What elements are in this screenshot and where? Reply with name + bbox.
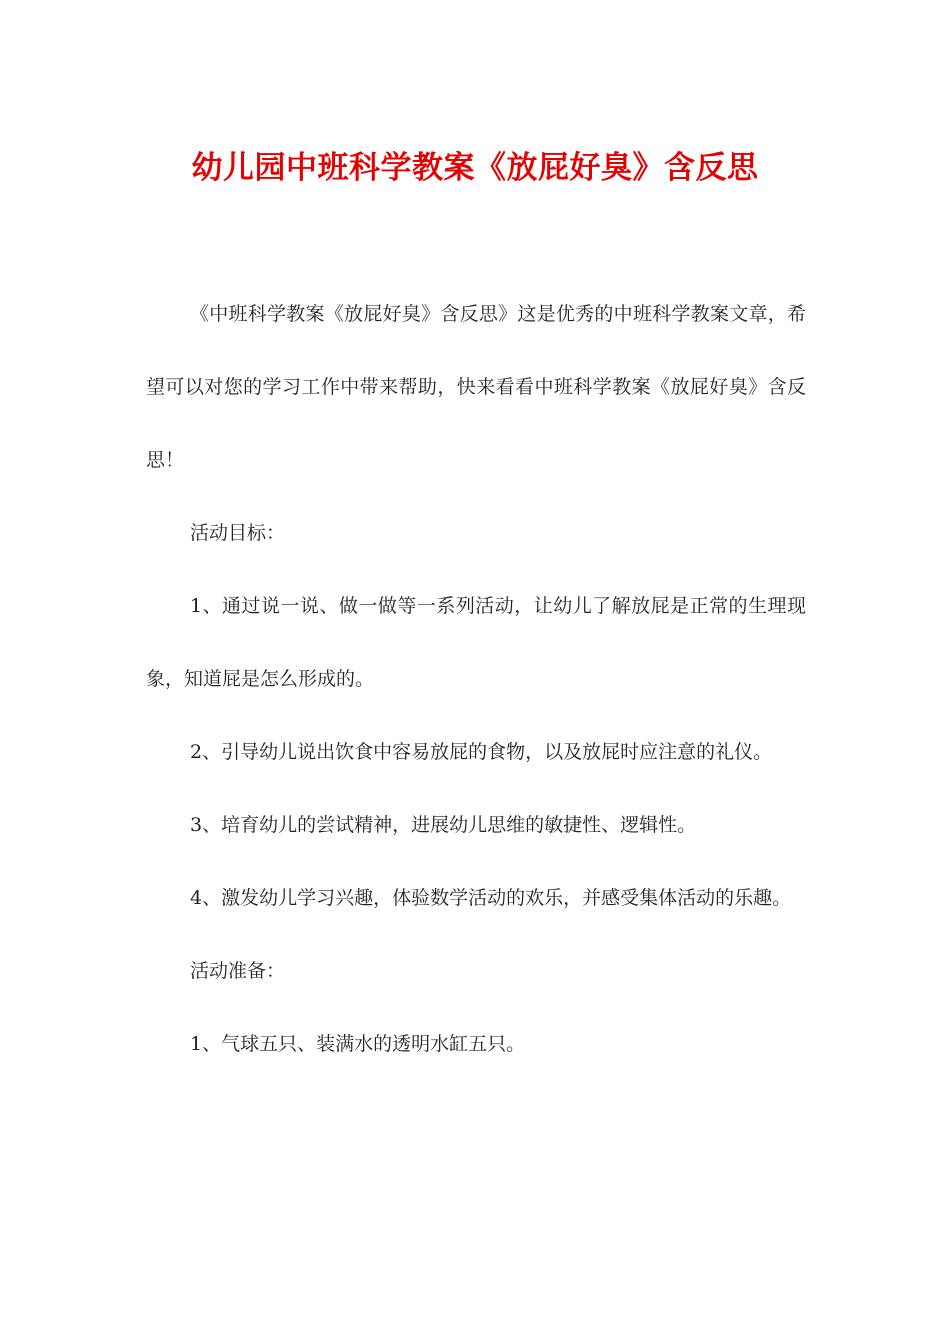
goal-item-2: 2、引导幼儿说出饮食中容易放屁的食物，以及放屁时应注意的礼仪。 xyxy=(190,741,773,763)
goal-item-1: 1、通过说一说、做一做等一系列活动，让幼儿了解放屁是正常的生理现象，知道屁是怎么形成的。 xyxy=(146,595,806,690)
document-body xyxy=(146,278,806,1081)
preparation-item-1: 1、气球五只、装满水的透明水缸五只。 xyxy=(190,1033,526,1055)
goal-item-4: 4、激发幼儿学习兴趣，体验数学活动的欢乐，并感受集体活动的乐趣。 xyxy=(190,887,792,909)
section-heading-goals: 活动目标： xyxy=(190,522,286,544)
intro-paragraph: 《中班科学教案《放屁好臭》含反思》这是优秀的中班科学教案文章，希望可以对您的学习工作中带来帮助，快来看看中班科学教案《放屁好臭》含反思！ xyxy=(146,303,806,471)
goal-item-3: 3、培育幼儿的尝试精神，进展幼儿思维的敏捷性、逻辑性。 xyxy=(190,814,697,836)
document-title: 幼儿园中班科学教案《放屁好臭》含反思 xyxy=(191,150,759,186)
section-heading-preparation: 活动准备： xyxy=(190,960,286,982)
